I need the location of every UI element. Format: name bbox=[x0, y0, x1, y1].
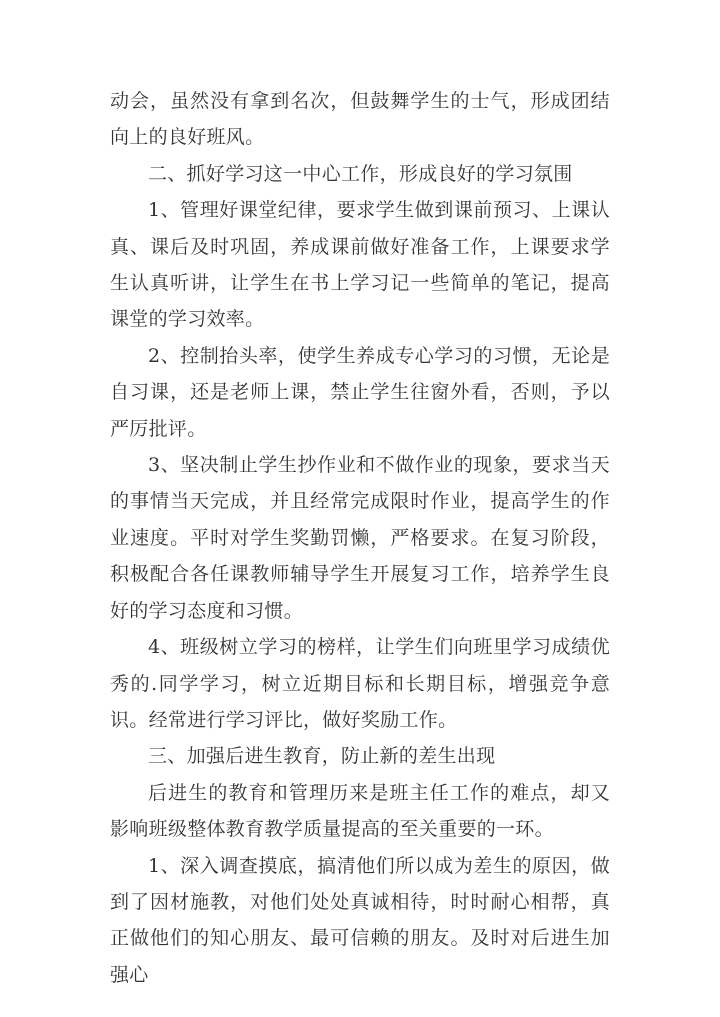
paragraph-item-3: 3、坚决制止学生抄作业和不做作业的现象，要求当天的事情当天完成，并且经常完成限时作业，提高学生的作业速度。平时对学生奖勤罚懒，严格要求。在复习阶段，积极配合各任课教师辅导学生开展复习工作，培养学生良好的学习态度和习惯。 bbox=[110, 454, 610, 622]
paragraph-item-2: 2、控制抬头率，使学生养成专心学习的习惯，无论是自习课，还是老师上课，禁止学生往窗外看，否则，予以严厉批评。 bbox=[110, 344, 610, 440]
paragraph-item-1b: 1、深入调查摸底，搞清他们所以成为差生的原因，做到了因材施教，对他们处处真诚相待，时时耐心相帮，真正做他们的知心朋友、最可信赖的朋友。及时对后进生加强心 bbox=[110, 854, 610, 986]
paragraph-item-1: 1、管理好课堂纪律，要求学生做到课前预习、上课认真、课后及时巩固，养成课前做好准备工作，上课要求学生认真听讲，让学生在书上学习记一些简单的笔记，提高课堂的学习效率。 bbox=[110, 199, 610, 331]
paragraph-intro: 后进生的教育和管理历来是班主任工作的难点，却又影响班级整体教育教学质量提高的至关重要的一环。 bbox=[110, 781, 610, 841]
paragraph-continuation: 动会，虽然没有拿到名次，但鼓舞学生的士气，形成团结向上的良好班风。 bbox=[110, 90, 610, 149]
paragraph-item-4: 4、班级树立学习的榜样，让学生们向班里学习成绩优秀的.同学学习，树立近期目标和长期目标，增强竞争意识。经常进行学习评比，做好奖励工作。 bbox=[110, 636, 610, 731]
section-heading-2: 二、抓好学习这一中心工作，形成良好的学习氛围 bbox=[148, 162, 573, 185]
section-heading-3: 三、加强后进生教育，防止新的差生出现 bbox=[148, 745, 496, 768]
document-body bbox=[110, 83, 610, 993]
